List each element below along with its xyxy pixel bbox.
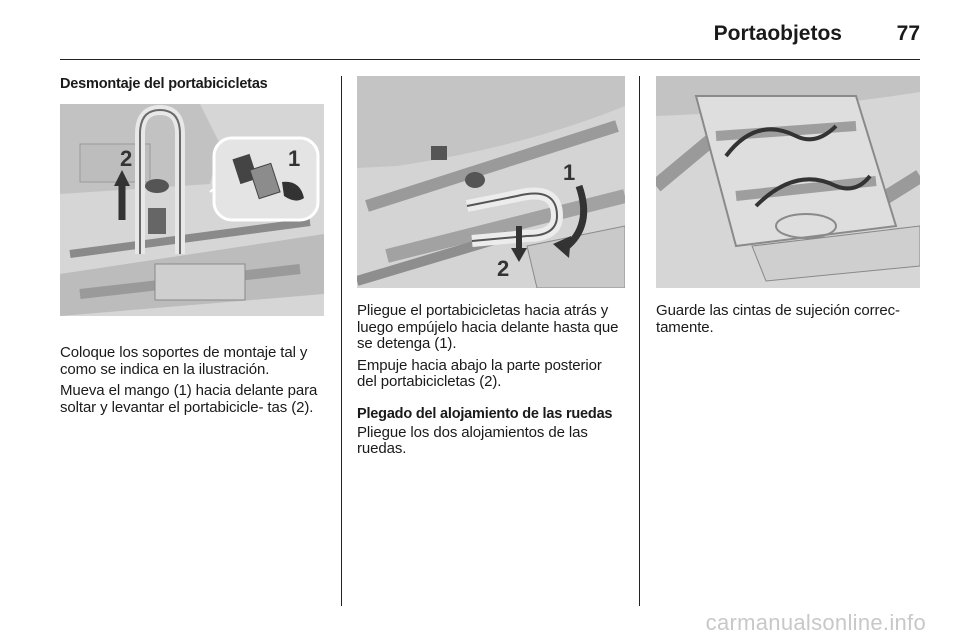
figure-straps-stowed — [656, 76, 920, 288]
callout-1: 1 — [563, 160, 576, 185]
column-divider-1 — [341, 76, 342, 606]
section-heading-removal: Desmontaje del portabicicletas — [60, 76, 268, 92]
illustration-wheel-holder-straps — [656, 76, 920, 288]
header-divider — [60, 59, 920, 60]
page-number: 77 — [896, 22, 920, 45]
section-heading-fold-wheel-holders: Plegado del alojamiento de las ruedas — [357, 405, 613, 422]
callout-2: 2 — [120, 146, 133, 171]
callout-1: 1 — [288, 146, 301, 171]
paragraph-fold-wheel-holders: Pliegue los dos alojamientos de las ruedas. — [357, 423, 588, 457]
paragraph-push-down: Empuje hacia abajo la parte posterior del portabicicletas (2). — [357, 356, 602, 390]
illustration-bike-carrier-fold — [357, 76, 625, 288]
callout-2: 2 — [497, 256, 510, 281]
column-1 — [60, 76, 324, 416]
watermark: carmanualsonline.info — [705, 610, 926, 635]
figure-handle-release — [60, 104, 324, 316]
column-3 — [656, 76, 920, 336]
paragraph-stow-straps: Guarde las cintas de sujeción correc‐ tamente. — [656, 302, 900, 336]
page-header — [60, 14, 920, 60]
figure-fold-carrier — [357, 76, 625, 288]
column-2 — [357, 76, 625, 458]
paragraph-move-handle: Mueva el mango (1) hacia delante para soltar y levantar el portabicicle‐ tas (2). — [60, 382, 318, 416]
paragraph-mount-supports: Coloque los soportes de montaje tal y como se indica en la ilustración. — [60, 344, 308, 378]
page-title: Portaobjetos — [713, 22, 842, 45]
paragraph-fold-back: Pliegue el portabicicletas hacia atrás y luego empújelo hacia delante hasta que se detenga (1). — [357, 302, 619, 352]
column-divider-2 — [639, 76, 640, 606]
illustration-bike-carrier-lift — [60, 104, 324, 316]
